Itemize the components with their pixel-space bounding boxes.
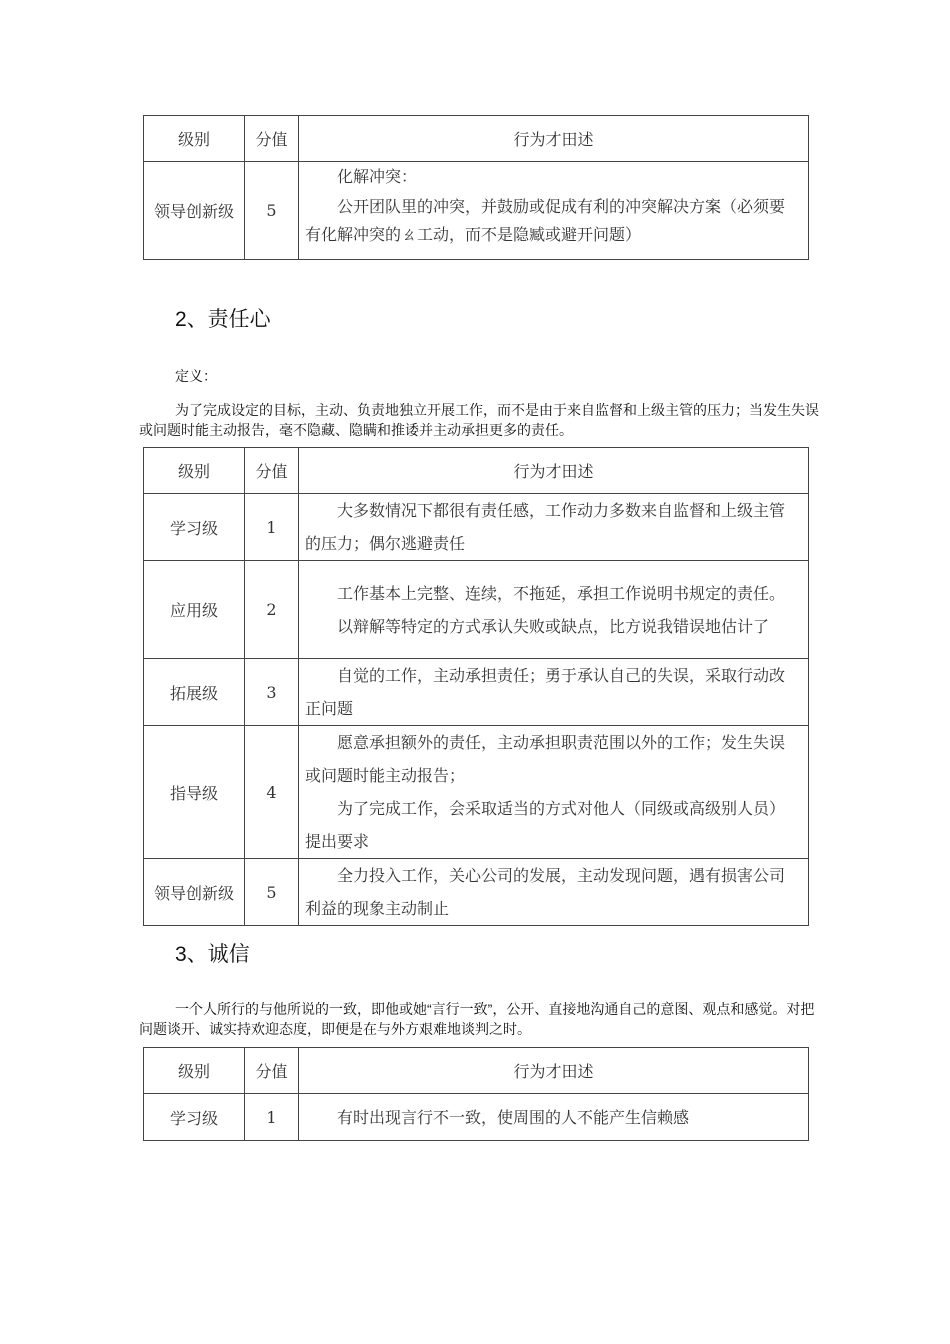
table-row: [144, 561, 809, 659]
score-cell: 5: [245, 162, 299, 260]
header-score: 分值: [245, 1048, 299, 1094]
table-header-row: [144, 1048, 809, 1094]
header-score: 分值: [245, 116, 299, 162]
desc-line: 公开团队里的冲突，并鼓励或促成有利的冲突解决方案（必须要: [337, 197, 786, 216]
level-cell: 学习级: [144, 494, 245, 561]
desc-para: 以辩解等特定的方式承认失败或缺点，比方说我错误地估计了: [337, 616, 770, 636]
desc-cell: [299, 494, 809, 561]
score-cell: 2: [245, 561, 299, 659]
table-header-row: [144, 116, 809, 162]
desc-cell: [299, 659, 809, 726]
desc-lines: [305, 162, 800, 246]
table-row: [144, 1094, 809, 1141]
score-cell: 4: [245, 726, 299, 859]
header-desc: 行为才田述: [299, 116, 809, 162]
definition-text: 为了完成设定的目标，主动、负责地独立开展工作，而不是由于来自监督和上级主管的压力；当发生失误或问题时能主动报告，毫不隐藏、隐瞒和推诿并主动承担更多的责任。: [139, 402, 819, 438]
desc-cell: [299, 1094, 809, 1141]
desc-para: 工作基本上完整、连续，不拖延，承担工作说明书规定的责任。: [337, 583, 786, 603]
table-row: [144, 726, 809, 859]
section-title-integrity: 3、诚信: [175, 943, 250, 966]
table-conflict-resolution: [143, 115, 809, 260]
score-cell: 5: [245, 859, 299, 926]
desc-cell: [299, 162, 809, 260]
score-cell: 1: [245, 494, 299, 561]
header-level: 级别: [144, 448, 245, 494]
desc-para: 愿意承担额外的责任，主动承担职责范围以外的工作；发生失误或问题时能主动报告；: [305, 733, 786, 785]
header-desc: 行为才田述: [299, 1048, 809, 1094]
desc-line: 化解冲突：: [337, 167, 418, 186]
level-cell: 拓展级: [144, 659, 245, 726]
level-cell: 领导创新级: [144, 859, 245, 926]
desc-para: 自觉的工作，主动承担责任；勇于承认自己的失误，采取行动改正问题: [305, 666, 786, 718]
desc-cell: [299, 561, 809, 659]
table-integrity: [143, 1047, 809, 1141]
table-row: [144, 494, 809, 561]
desc-para: 有时出现言行不一致，使周围的人不能产生信赖感: [337, 1107, 690, 1127]
desc-cell: [299, 726, 809, 859]
table-row: [144, 162, 809, 260]
desc-para: 大多数情况下都很有责任感，工作动力多数来自监督和上级主管的压力；偶尔逃避责任: [305, 501, 786, 553]
header-score: 分值: [245, 448, 299, 494]
level-cell: 学习级: [144, 1094, 245, 1141]
table-header-row: [144, 448, 809, 494]
level-cell: 领导创新级: [144, 162, 245, 260]
desc-para: 全力投入工作，关心公司的发展，主动发现问题，遇有损害公司利益的现象主动制止: [305, 866, 786, 918]
section-title-responsibility: 2、责任心: [175, 308, 271, 331]
desc-line: 有化解冲突的ㄠ工动，而不是隐臧或避开问题）: [305, 225, 642, 244]
header-desc: 行为才田述: [299, 448, 809, 494]
header-level: 级别: [144, 1048, 245, 1094]
table-row: [144, 859, 809, 926]
definition-text: 一个人所行的与他所说的一致，即他或她“言行一致”，公开、直接地沟通自己的意图、观点和感觉。对把问题谈开、诚实持欢迎态度，即便是在与外方艰难地谈判之时。: [139, 1001, 815, 1037]
level-cell: 应用级: [144, 561, 245, 659]
desc-cell: [299, 859, 809, 926]
desc-para: 为了完成工作，会采取适当的方式对他人（同级或高级别人员）提出要求: [305, 799, 786, 851]
level-cell: 指导级: [144, 726, 245, 859]
score-cell: 1: [245, 1094, 299, 1141]
table-responsibility: [143, 447, 809, 926]
table-row: [144, 659, 809, 726]
desc-clip: [305, 162, 800, 258]
score-cell: 3: [245, 659, 299, 726]
header-level: 级别: [144, 116, 245, 162]
definition-label: 定义：: [175, 368, 217, 384]
